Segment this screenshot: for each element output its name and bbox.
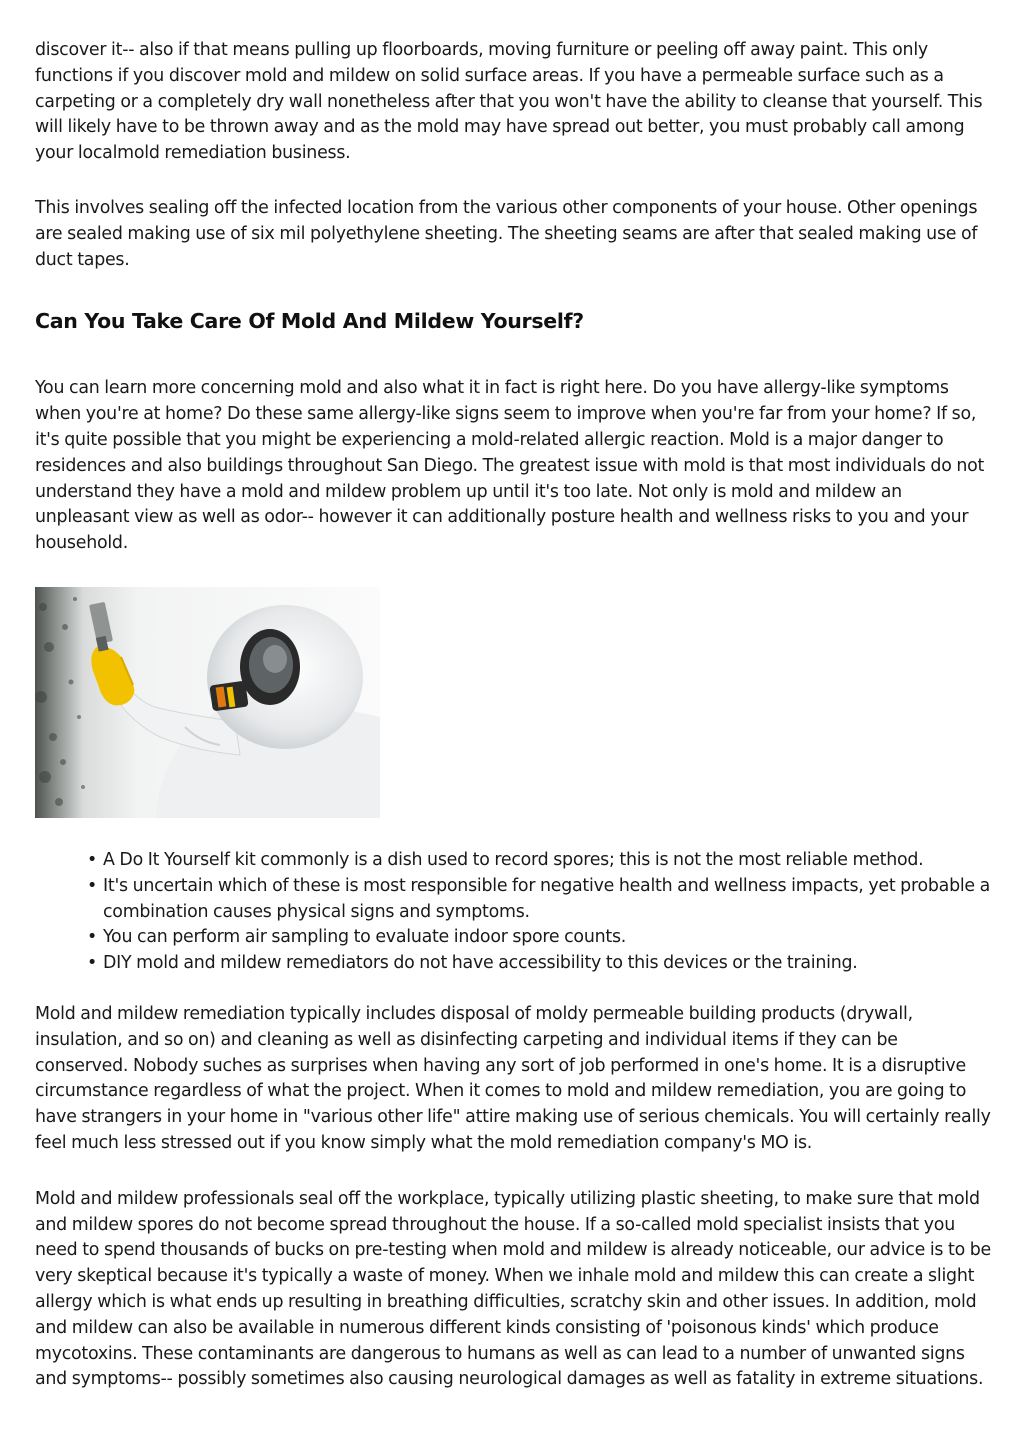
article [35, 38, 991, 1393]
mold-removal-photo [35, 587, 380, 818]
list-item: • You can perform air sampling to evaluate indoor spore counts. [103, 925, 991, 951]
paragraph-sealing: This involves sealing off the infected location from the various other components of your house. Other openings are sealed making use of six mil polyethylene sheeting. The sheeting seams are after that sealed making use of duct tapes. [35, 197, 978, 270]
paragraph-remediation: Mold and mildew remediation typically includes disposal of moldy permeable building products (drywall, insulation, and so on) and cleaning as well as disinfecting carpeting and individual items if they can be conserved. Nobody suches as surprises when having any sort of job performed in one's home. It is a disruptive circumstance regardless of what the project. When it comes to mold and mildew remediation, you are going to have strangers in your home in "various other life" attire making use of serious chemicals. You will certainly really feel much less stressed out if you know simply what the mold remediation company's MO is. [35, 1003, 991, 1153]
list-item: • A Do It Yourself kit commonly is a dish used to record spores; this is not the most reliable method. [103, 848, 991, 874]
paragraph-intro: discover it-- also if that means pulling up floorboards, moving furniture or peeling off away paint. This only functions if you discover mold and mildew on solid surface areas. If you have a permeable surface such as a carpeting or a completely dry wall nonetheless after that you won't have the ability to cleanse that yourself. This will likely have to be thrown away and as the mold may have spread out better, you must probably call among your localmold remediation business. [35, 40, 983, 164]
paragraph-learn-more: You can learn more concerning mold and also what it in fact is right here. Do you have allergy-like symptoms when you're at home? Do these same allergy-like signs seem to improve when you're far from your home? If so, it's quite possible that you might be experiencing a mold-related allergic reaction. Mold is a major danger to residences and also buildings throughout San Diego. The greatest issue with mold is that most individuals do not understand they have a mold and mildew problem up until it's too late. Not only is mold and mildew an unpleasant view as well as odor-- however it can additionally posture health and wellness risks to you and your household. [35, 378, 985, 554]
section-heading: Can You Take Care Of Mold And Mildew Yourself? [35, 309, 584, 334]
list-item: • DIY mold and mildew remediators do not have accessibility to this devices or the training. [103, 951, 991, 977]
paragraph-professionals: Mold and mildew professionals seal off the workplace, typically utilizing plastic sheeting, to make sure that mold and mildew spores do not become spread throughout the house. If a so-called mold specialist insists that you need to spend thousands of bucks on pre-testing when mold and mildew is already noticeable, our advice is to be very skeptical because it's typically a waste of money. When we inhale mold and mildew this can create a slight allergy which is what ends up resulting in breathing difficulties, scratchy skin and other issues. In addition, mold and mildew can also be available in numerous different kinds consisting of 'poisonous kinds' which produce mycotoxins. These contaminants are dangerous to humans as well as can lead to a number of unwanted signs and symptoms-- possibly sometimes also causing neurological damages as well as fatality in extreme situations. [35, 1188, 991, 1390]
tips-list [35, 848, 991, 977]
list-item: • It's uncertain which of these is most responsible for negative health and wellness impacts, yet probable a combination causes physical signs and symptoms. [103, 874, 991, 926]
